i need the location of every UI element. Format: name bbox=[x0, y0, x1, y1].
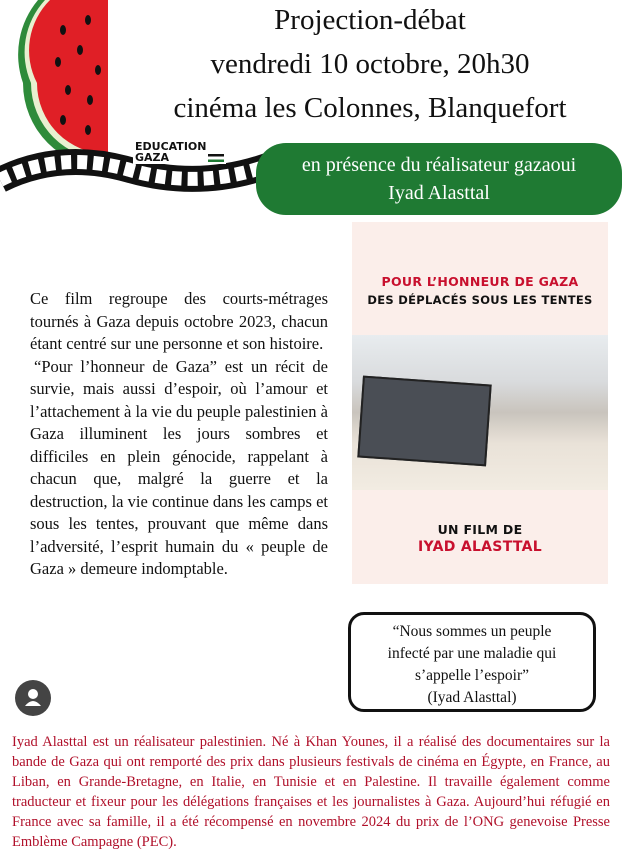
event-title: Projection-débat bbox=[274, 4, 466, 36]
director-banner: en présence du réalisateur gazaoui Iyad Alasttal bbox=[256, 143, 622, 215]
event-header bbox=[110, 0, 623, 130]
poster-photo bbox=[352, 335, 608, 490]
director-bio: Iyad Alasttal est un réalisateur palestinien. Né à Khan Younes, il a réalisé des documentaires sur la bande de Gaza qui ont remporté des prix dans plusieurs festivals de cinéma en Égypte, en France, au Liban, en Grande-Bretagne, en Italie, en Tunisie et en Palestine. Il travaille également comme traducteur et fixeur pour les délégations françaises et les journalistes à Gaza. Aujourd’hui réfugié en France avec sa famille, il a été récompensé en novembre 2024 du prix de l’ONG genevoise Presse Emblème Campagne (PEC). bbox=[12, 734, 610, 850]
logo-text: EDUCATION GAZA bbox=[135, 140, 207, 164]
director-quote: “Nous sommes un peuple infecté par une maladie qui s’appelle l’espoir” (Iyad Alasttal) bbox=[348, 612, 596, 712]
event-venue: cinéma les Colonnes, Blanquefort bbox=[173, 92, 567, 124]
event-date: vendredi 10 octobre, 20h30 bbox=[210, 48, 530, 80]
palestine-flag-icon bbox=[208, 154, 224, 162]
film-poster: POUR L’HONNEUR DE GAZA DES DÉPLACÉS SOUS LES TENTES UN FILM DE IYAD ALASTTAL bbox=[352, 222, 608, 584]
avatar[interactable] bbox=[15, 680, 51, 716]
film-description: Ce film regroupe des courts-métrages tournés à Gaza depuis octobre 2023, chacun étant centré sur une personne et son histoire. “Pour l’honneur de Gaza” est un récit de survie, mais aussi d’espoir, où l’amour et l’attachement à la vie du peuple palestinien à Gaza illuminent les jours sombres et difficiles en plein génocide, rappelant à chacun que, malgré la guerre et la destruction, la vie continue dans les camps et sous les tentes, prouvant que même dans l’adversité, l’esprit humain du « peuple de Gaza » demeure indomptable. bbox=[30, 289, 328, 578]
education-gaza-logo bbox=[133, 140, 226, 164]
user-icon bbox=[15, 680, 51, 716]
